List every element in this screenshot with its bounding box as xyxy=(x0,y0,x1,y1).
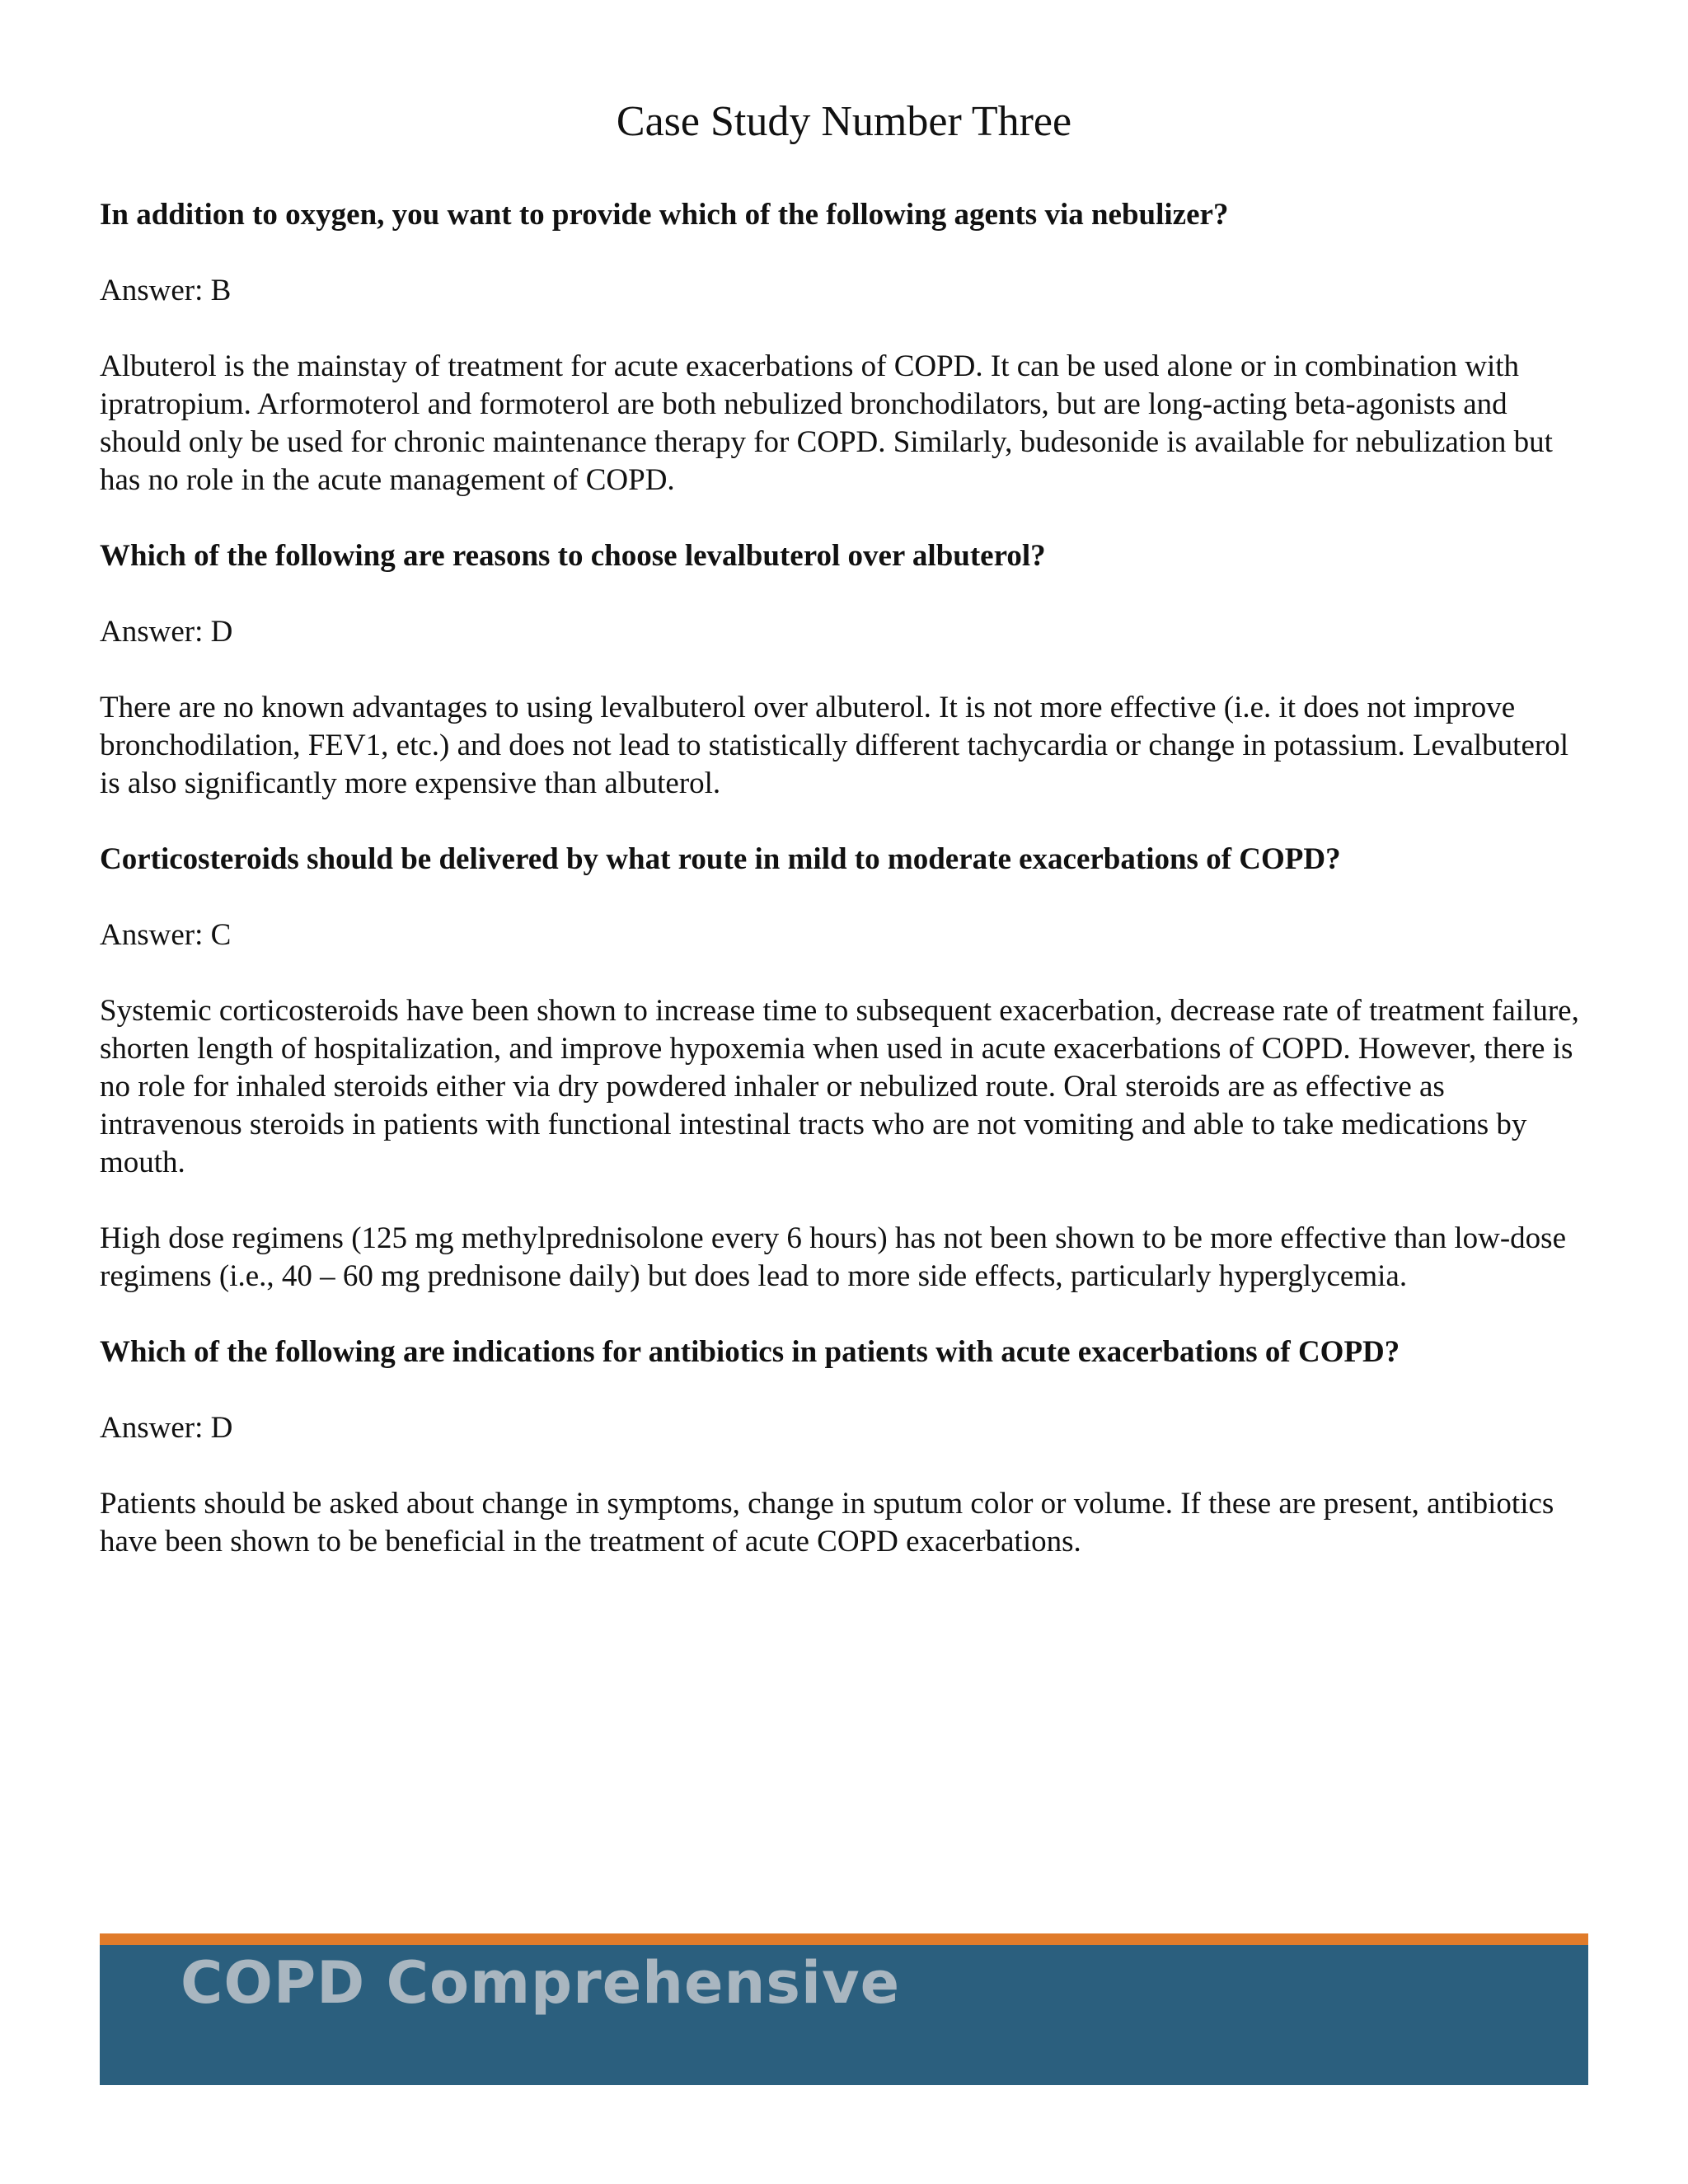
answer-3: Answer: C xyxy=(100,918,232,952)
page-title: Case Study Number Three xyxy=(616,98,1072,145)
banner-logo-text: COPD Comprehensive xyxy=(181,1949,901,2017)
explanation-3b: High dose regimens (125 mg methylprednisolone every 6 hours) has not been shown to be more effective than low-dose regimens (i.e., 40 – 60 mg prednisone daily) but does lead to more side effects, particularly hyperglycemia. xyxy=(100,1221,1566,1293)
question-4: Which of the following are indications for antibiotics in patients with acute exacerbations of COPD? xyxy=(100,1335,1400,1369)
question-3: Corticosteroids should be delivered by what route in mild to moderate exacerbations of COPD? xyxy=(100,842,1341,876)
document-body xyxy=(100,196,1592,1599)
answer-1: Answer: B xyxy=(100,274,232,307)
question-2: Which of the following are reasons to choose levalbuterol over albuterol? xyxy=(100,539,1046,573)
explanation-1: Albuterol is the mainstay of treatment for acute exacerbations of COPD. It can be used alone or in combination with ipratropium. Arformoterol and formoterol are both nebulized bronchodilators, but are long-acting beta-agonists and should only be used for chronic maintenance therapy for COPD. Similarly, budesonide is available for nebulization but has no role in the acute management of COPD. xyxy=(100,349,1553,497)
footer-banner xyxy=(100,1933,1588,2085)
answer-2: Answer: D xyxy=(100,615,233,649)
explanation-3a: Systemic corticosteroids have been shown to increase time to subsequent exacerbation, decrease rate of treatment failure, shorten length of hospitalization, and improve hypoxemia when used in acute exacerbations of COPD. However, there is no role for inhaled steroids either via dry powdered inhaler or nebulized route. Oral steroids are as effective as intravenous steroids in patients with functional intestinal tracts who are not vomiting and able to take medications by mouth. xyxy=(100,994,1579,1179)
question-1: In addition to oxygen, you want to provide which of the following agents via nebulizer? xyxy=(100,198,1229,232)
explanation-4: Patients should be asked about change in symptoms, change in sputum color or volume. If these are present, antibiotics have been shown to be beneficial in the treatment of acute COPD exacerbations. xyxy=(100,1487,1554,1558)
banner-accent-stripe xyxy=(100,1933,1588,1945)
answer-4: Answer: D xyxy=(100,1411,233,1445)
explanation-2: There are no known advantages to using levalbuterol over albuterol. It is not more effective (i.e. it does not improve bronchodilation, FEV1, etc.) and does not lead to statistically different tachycardia or change in potassium. Levalbuterol is also significantly more expensive than albuterol. xyxy=(100,691,1568,800)
